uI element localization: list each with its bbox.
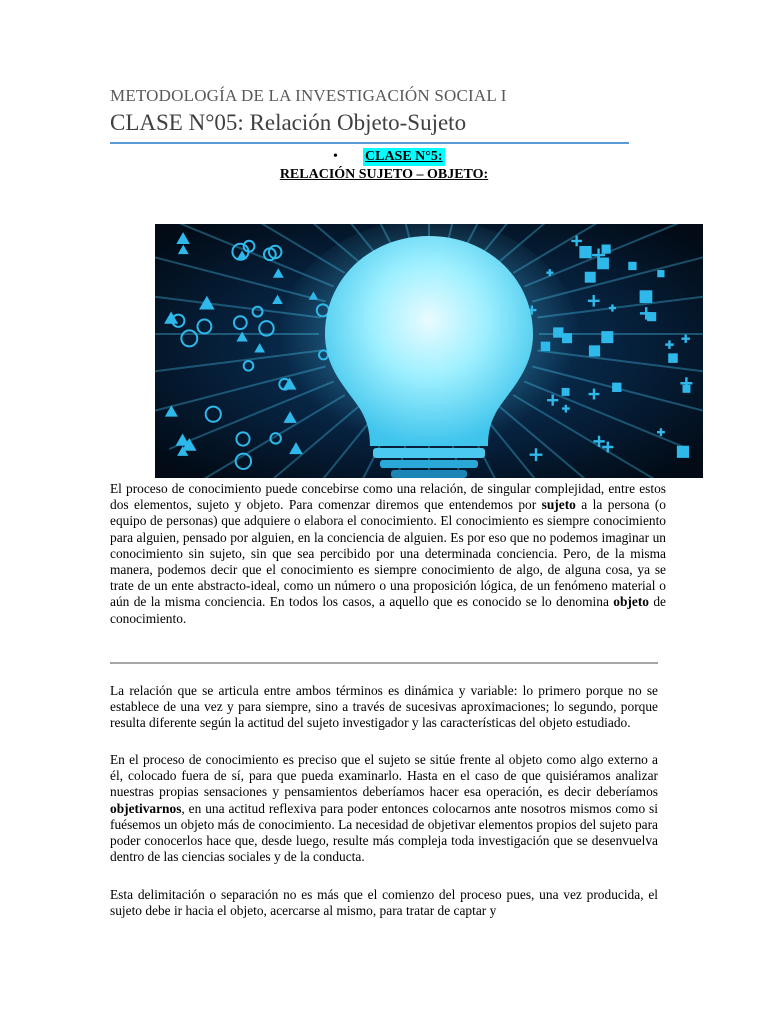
dna-icon (585, 272, 596, 283)
paragraph-2: La relación que se articula entre ambos términos es dinámica y variable: lo primero porque no se establece de una vez y para siempre, sino a través de sucesivas aproximaciones; lo segundo, porque resulta diferente según la actitud del sujeto investigador y las características del objeto estudiado. (110, 683, 658, 731)
keyword-objetivarnos: objetivarnos (110, 800, 182, 816)
keyword-objeto: objeto (613, 594, 649, 610)
paragraph-1-text-b: a la persona (o equipo de personas) que adquiere o elabora el conocimiento. El conocimiento es siempre conocimiento para alguien, pensado por alguien, en la conciencia de alguien. Es por eso que no podemos imaginar un conocimiento sin sujeto, sin que sea percibido por una determinada conciencia. Pero, de la misma manera, podemos decir que el conocimiento es siempre conocimiento de algo, de alguna cosa, ya se trate de un ente abstracto-ideal, como un número o una proposición lógica, de un fenómeno material o aún de la misma conciencia. En todos los casos, a aquello que es conocido se lo denomina (110, 497, 667, 610)
clock-icon (668, 353, 678, 363)
section-divider (110, 662, 658, 664)
clock-icon (683, 385, 691, 393)
clock-icon (640, 290, 653, 303)
clock-icon (628, 262, 636, 270)
clock-icon (562, 388, 570, 396)
dna-icon (541, 342, 550, 351)
keyword-sujeto: sujeto (541, 497, 576, 513)
paragraph-3 (110, 752, 658, 865)
bullet-icon: • (333, 149, 338, 164)
paragraph-3-text-a: En el proceso de conocimiento es preciso que el sujeto se sitúe frente al objeto como algo externo a él, colocado fuera de sí, para que pueda examinarlo. Hasta en el caso de que quisiéramos analizar nuestras propias sensaciones y pensamientos deberíamos hacer esa operación, es decir deberíamos (110, 752, 658, 800)
microscope-icon (657, 270, 664, 277)
microscope-icon (562, 333, 572, 343)
paragraph-1-text-a: El proceso de conocimiento puede concebirse como una relación, de singular complejidad, entre estos dos elementos, sujeto y objeto. Para comenzar diremos que entendemos por (110, 481, 666, 513)
dna-icon (589, 345, 600, 356)
paragraph-3-text-b: , en una actitud reflexiva para poder entonces colocarnos ante nosotros mismos como si fuésemos un objeto más de conocimiento. La necesidad de objetivar elementos propios del sujeto para poder conocerlos hace que, desde luego, resulte más compleja toda investigación que se desenvuelva dentro de las ciencias sociales y de la conducta. (110, 800, 658, 865)
lightbulb-science-image (155, 224, 703, 478)
title-underline (110, 142, 629, 144)
section-heading: CLASE N°5: (365, 149, 443, 164)
paragraph-1 (110, 481, 666, 627)
dna-icon (597, 258, 609, 270)
microscope-icon (612, 383, 621, 392)
section-subtitle: RELACIÓN SUJETO – OBJETO: (279, 167, 489, 182)
microscope-icon (579, 246, 591, 258)
dna-icon (553, 327, 563, 337)
microscope-icon (677, 446, 689, 458)
paragraph-1-text-c: de conocimiento. (110, 594, 666, 626)
clock-icon (602, 244, 611, 253)
course-title: METODOLOGÍA DE LA INVESTIGACIÓN SOCIAL I (110, 86, 507, 105)
class-title: CLASE N°05: Relación Objeto-Sujeto (110, 110, 467, 135)
paragraph-4: Esta delimitación o separación no es más que el comienzo del proceso pues, una vez producida, el sujeto debe ir hacia el objeto, acercarse al mismo, para tratar de captar y (110, 887, 658, 919)
dna-icon (601, 331, 613, 343)
bullet-line (0, 146, 768, 168)
